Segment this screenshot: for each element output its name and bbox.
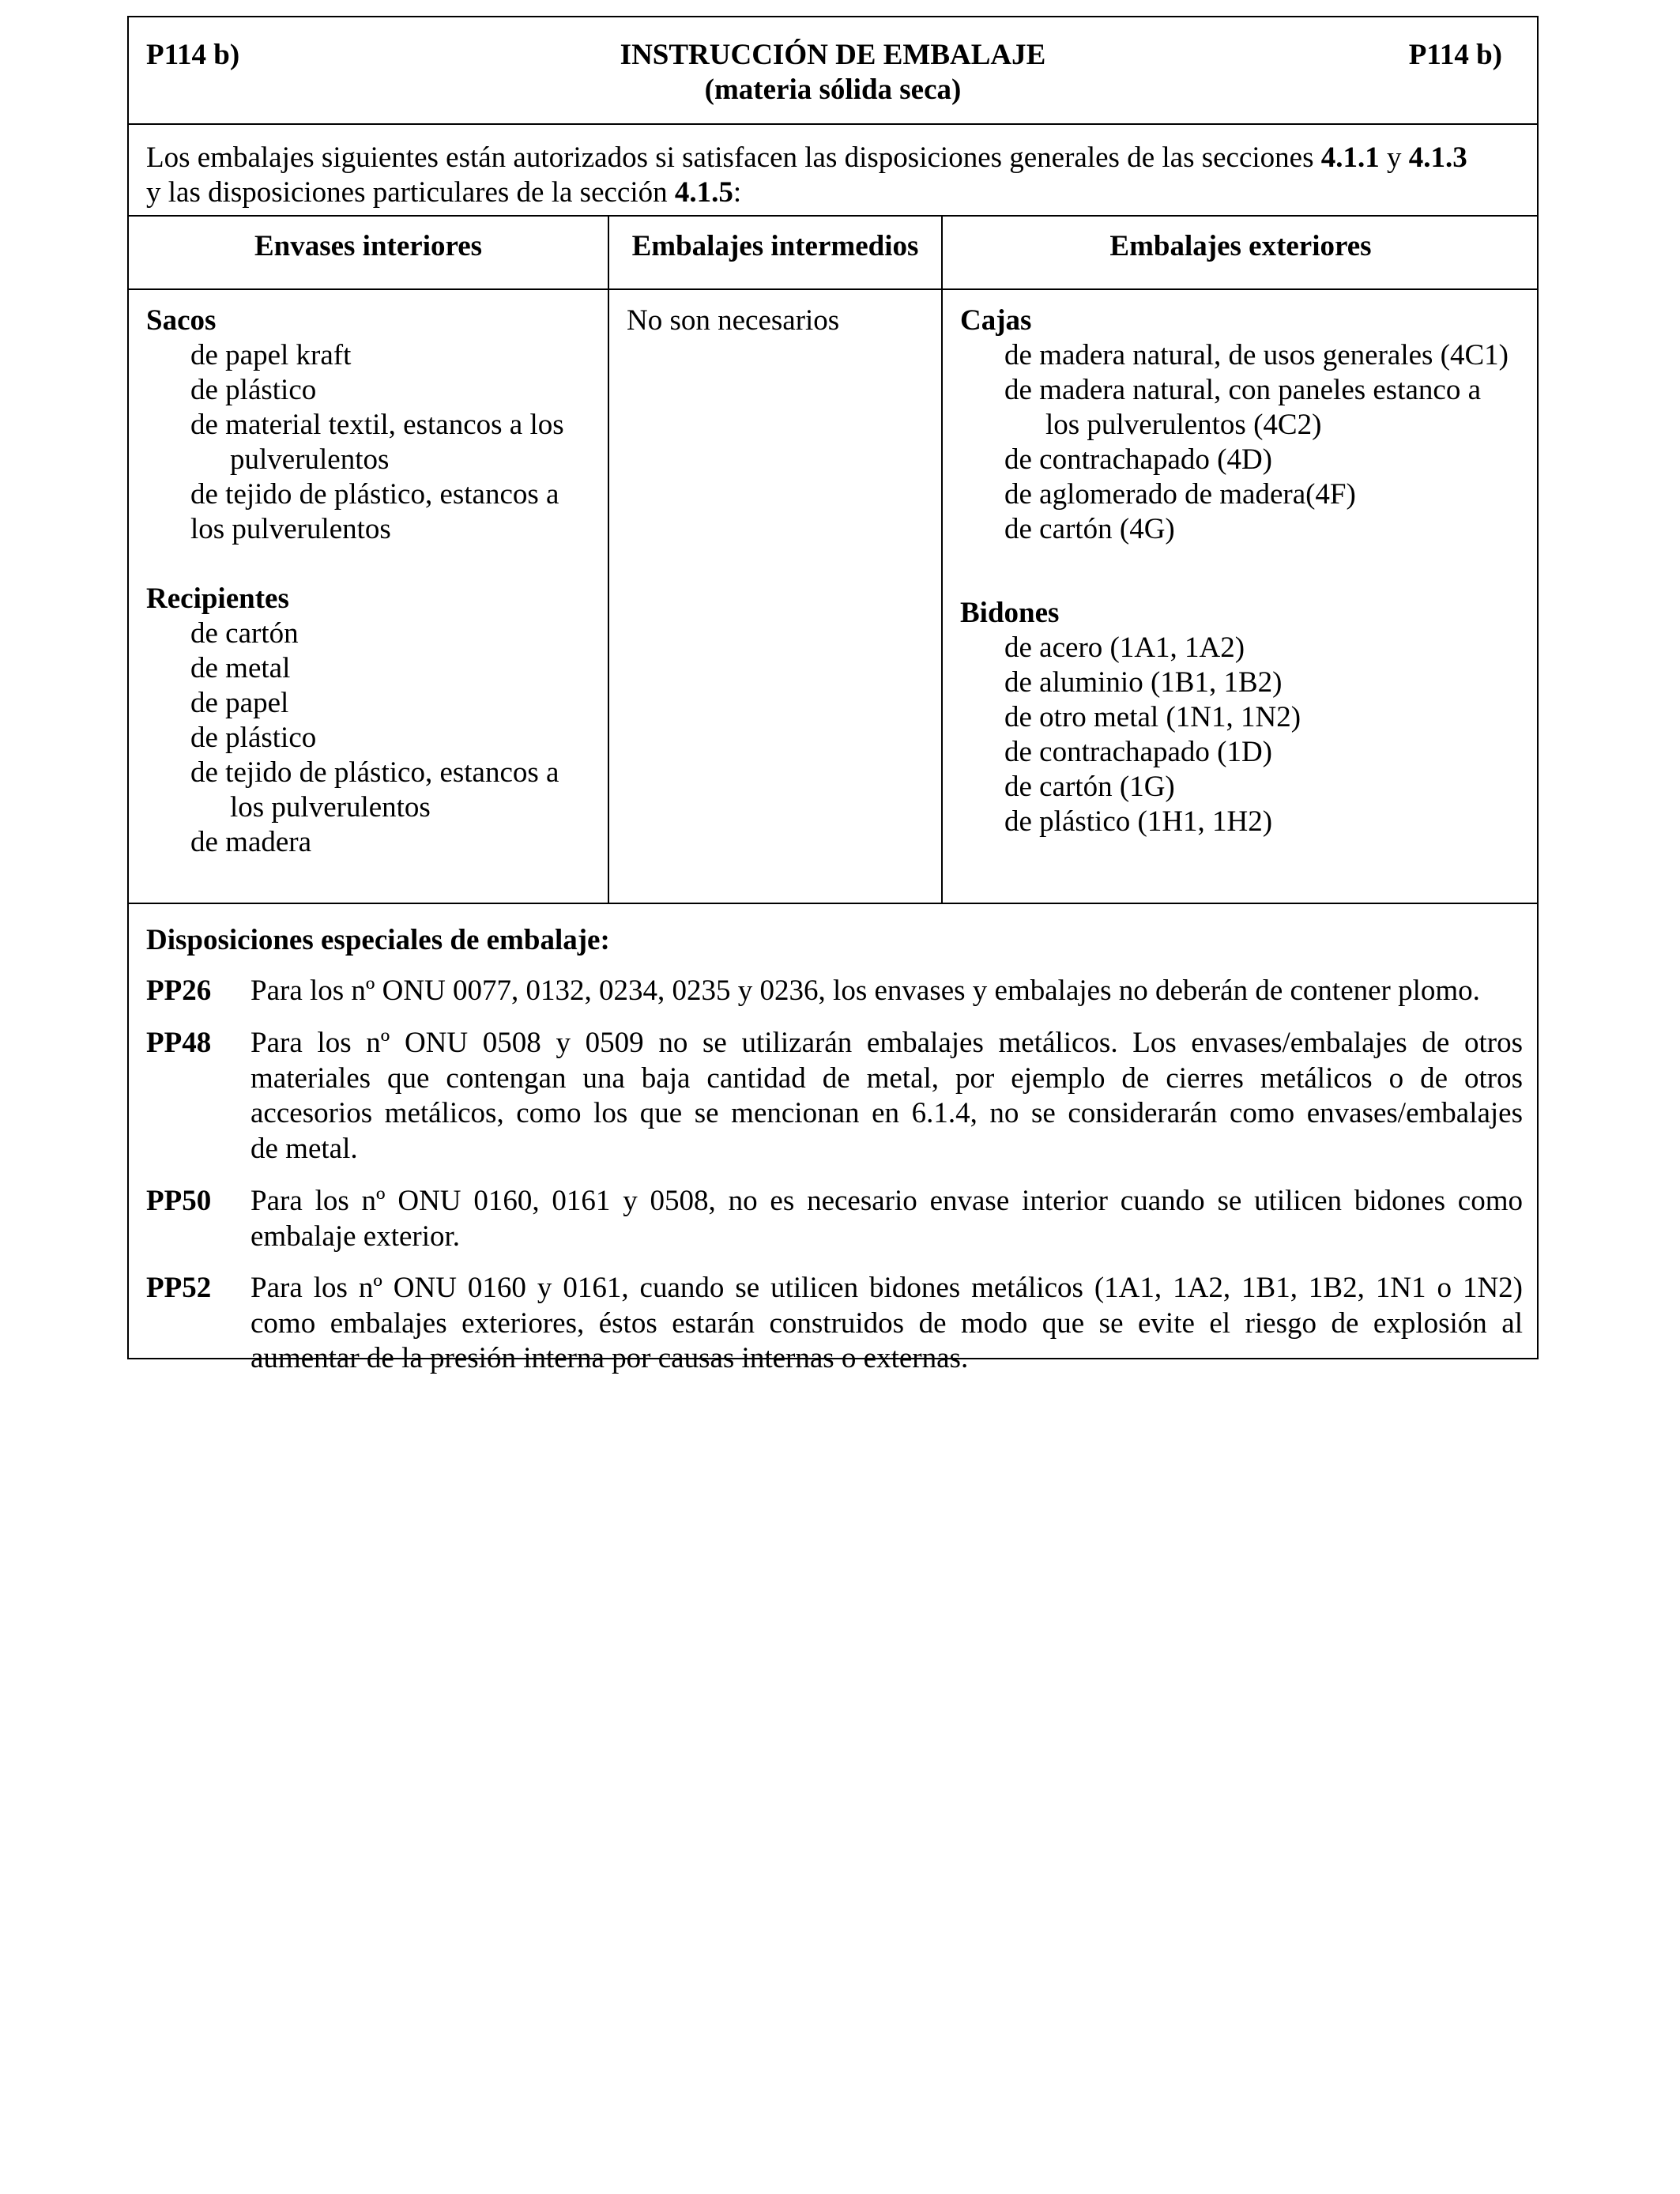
- list-item: de cartón (1G): [1004, 771, 1175, 803]
- provision-line: materiales que contengan una baja cantidad de metal, por ejemplo de cierres metálicos o de otros: [250, 1061, 1523, 1095]
- list-item: de plástico: [190, 722, 317, 754]
- divider: [129, 215, 1537, 217]
- provision-line: embalaje exterior.: [250, 1220, 461, 1253]
- sacos-heading: Sacos: [146, 304, 217, 337]
- column-header-outer: Embalajes exteriores: [1109, 230, 1372, 262]
- intro-line-1: [146, 141, 1467, 175]
- special-heading: Disposiciones especiales de embalaje:: [146, 924, 610, 956]
- provision-line: como embalajes exteriores, éstos estarán construidos de modo que se evite el riesgo de explosión al: [250, 1306, 1523, 1340]
- list-item: de cartón: [190, 617, 299, 650]
- divider: [129, 288, 1537, 290]
- divider: [129, 903, 1537, 904]
- provision-line: Para los nº ONU 0077, 0132, 0234, 0235 y 0236, los envases y embalajes no deberán de contener plomo.: [250, 974, 1480, 1007]
- list-item: de aglomerado de madera(4F): [1004, 478, 1356, 511]
- divider: [129, 123, 1537, 125]
- list-item: de papel: [190, 687, 289, 719]
- intro-text: y: [1379, 141, 1409, 174]
- list-item: de papel kraft: [190, 339, 352, 371]
- provision-text: [250, 1026, 1523, 1167]
- provision-line: accesorios metálicos, como los que se mencionan en 6.1.4, no se considerarán como envases/embalajes: [250, 1097, 1523, 1129]
- provision-code: PP48: [146, 1027, 212, 1059]
- column-header-intermediate: Embalajes intermedios: [631, 230, 919, 262]
- column-header-inner: Envases interiores: [254, 230, 483, 262]
- list-item: de tejido de plástico, estancos a: [190, 756, 559, 789]
- list-item: de tejido de plástico, estancos a: [190, 478, 559, 511]
- provision-code: PP52: [146, 1272, 212, 1304]
- list-item: de acero (1A1, 1A2): [1004, 631, 1245, 664]
- intro-text: y las disposiciones particulares de la sección: [146, 176, 675, 209]
- list-item: de contrachapado (4D): [1004, 443, 1272, 476]
- provision-text: [250, 1184, 1523, 1254]
- provision-line: Para los nº ONU 0160, 0161 y 0508, no es necesario envase interior cuando se utilicen bidones como: [250, 1185, 1523, 1217]
- cajas-heading: Cajas: [960, 304, 1032, 337]
- provision-line: Para los nº ONU 0508 y 0509 no se utilizarán embalajes metálicos. Los envases/embalajes de otros: [250, 1027, 1523, 1059]
- column-divider: [608, 215, 609, 903]
- list-item: de otro metal (1N1, 1N2): [1004, 701, 1301, 733]
- list-item: de material textil, estancos a los: [190, 409, 564, 441]
- list-item: pulverulentos: [230, 443, 390, 476]
- code-right: P114 b): [1408, 39, 1502, 71]
- list-item: de plástico: [190, 374, 317, 406]
- provision-line: Para los nº ONU 0160 y 0161, cuando se utilicen bidones metálicos (1A1, 1A2, 1B1, 1B2, 1N1 o 1N2): [250, 1272, 1523, 1304]
- section-ref: 4.1.5: [674, 176, 733, 209]
- list-item: de madera natural, de usos generales (4C1): [1004, 339, 1509, 371]
- page-subtitle: (materia sólida seca): [704, 74, 962, 106]
- provision-line: de metal.: [250, 1132, 358, 1165]
- list-item: de madera natural, con paneles estanco a: [1004, 374, 1482, 406]
- provision-code: PP26: [146, 974, 212, 1007]
- intermediate-text: No son necesarios: [627, 304, 840, 337]
- provision-text: [250, 974, 1523, 1009]
- column-divider: [941, 215, 943, 903]
- section-ref: 4.1.3: [1408, 141, 1467, 174]
- list-item: los pulverulentos: [230, 791, 431, 824]
- section-ref: 4.1.1: [1320, 141, 1380, 174]
- provision-line: aumentar de la presión interna por causas internas o externas.: [250, 1342, 969, 1374]
- list-item: de metal: [190, 652, 291, 684]
- list-item: de madera: [190, 826, 312, 858]
- list-item: de cartón (4G): [1004, 513, 1175, 545]
- packing-instruction-table: [127, 16, 1539, 1374]
- intro-text: :: [733, 176, 742, 209]
- list-item: de aluminio (1B1, 1B2): [1004, 666, 1283, 699]
- list-item: de contrachapado (1D): [1004, 736, 1272, 768]
- list-item: los pulverulentos: [190, 513, 391, 545]
- bidones-heading: Bidones: [960, 597, 1060, 629]
- intro-text: Los embalajes siguientes están autorizados si satisfacen las disposiciones generales de las secciones: [146, 141, 1321, 174]
- code-left: P114 b): [146, 39, 240, 71]
- list-item: de plástico (1H1, 1H2): [1004, 805, 1273, 838]
- page-title: INSTRUCCIÓN DE EMBALAJE: [620, 39, 1046, 71]
- recipientes-heading: Recipientes: [146, 582, 289, 615]
- provision-text: [250, 1271, 1523, 1377]
- list-item: los pulverulentos (4C2): [1045, 409, 1322, 441]
- intro-line-2: [146, 175, 741, 210]
- provision-code: PP50: [146, 1185, 212, 1217]
